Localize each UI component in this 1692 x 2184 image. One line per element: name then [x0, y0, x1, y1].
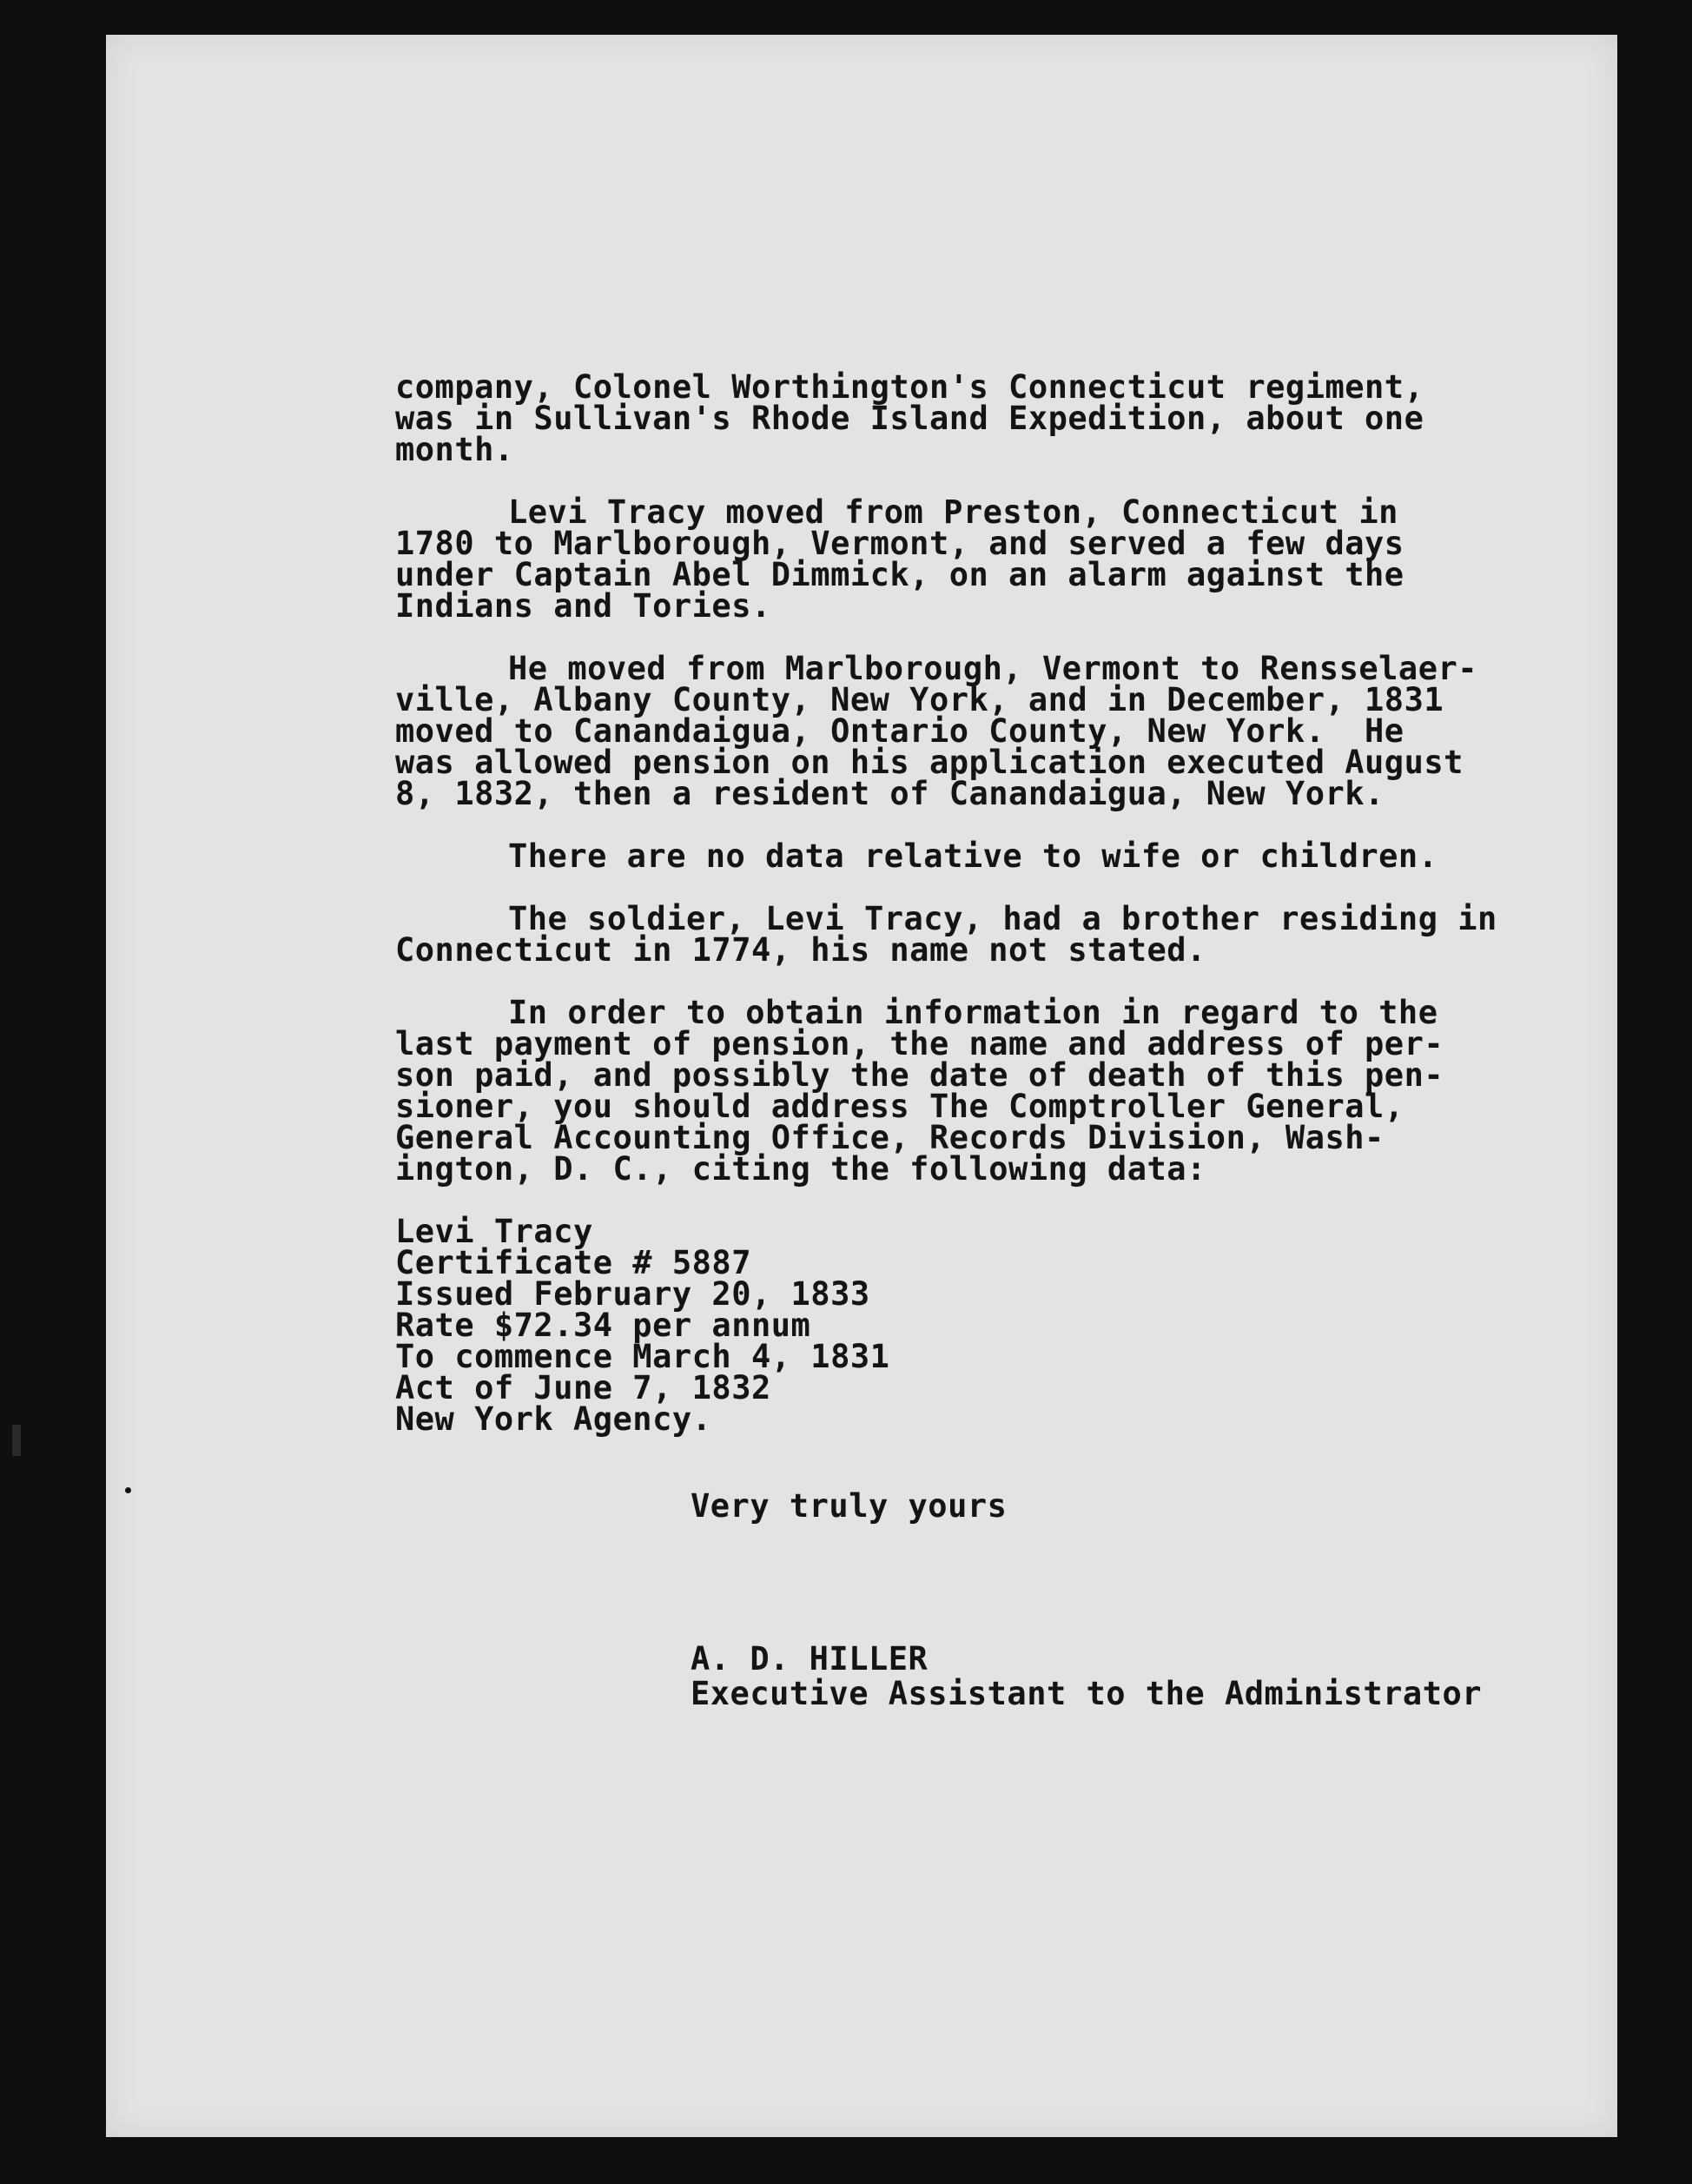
signature-title: Executive Assistant to the Administrator: [691, 1675, 1483, 1712]
body-line: The soldier, Levi Tracy, had a brother residing in: [508, 900, 1497, 937]
closing-line: Very truly yours: [691, 1487, 1008, 1525]
data-line: To commence March 4, 1831: [395, 1338, 890, 1375]
body-line: In order to obtain information in regard to the: [508, 994, 1438, 1031]
letter-body: [395, 368, 1497, 1438]
body-line: company, Colonel Worthington's Connecticut regiment,: [395, 368, 1424, 406]
body-line: sioner, you should address The Comptroller General,: [395, 1088, 1404, 1125]
body-line: Levi Tracy moved from Preston, Connecticut in: [508, 493, 1398, 531]
data-line: Certificate # 5887: [395, 1244, 751, 1281]
data-line: Levi Tracy: [395, 1213, 593, 1250]
scan-edge-mark: [12, 1425, 21, 1456]
body-line: There are no data relative to wife or children.: [508, 837, 1438, 875]
body-line: ville, Albany County, New York, and in December, 1831: [395, 681, 1444, 718]
body-line: last payment of pension, the name and address of per-: [395, 1025, 1444, 1062]
body-line: Connecticut in 1774, his name not stated.: [395, 931, 1206, 969]
data-line: Rate $72.34 per annum: [395, 1307, 811, 1344]
body-line: moved to Canandaigua, Ontario County, New York. He: [395, 712, 1404, 750]
body-line: under Captain Abel Dimmick, on an alarm against the: [395, 556, 1404, 593]
body-line: was allowed pension on his application executed August: [395, 744, 1464, 781]
body-line: General Accounting Office, Records Division, Wash-: [395, 1119, 1385, 1156]
body-line: 1780 to Marlborough, Vermont, and served a few days: [395, 525, 1404, 562]
body-line: son paid, and possibly the date of death of this pen-: [395, 1056, 1444, 1094]
body-line: Indians and Tories.: [395, 587, 771, 625]
data-line: Issued February 20, 1833: [395, 1275, 870, 1313]
body-line: was in Sullivan's Rhode Island Expedition, about one: [395, 400, 1424, 437]
body-line: month.: [395, 431, 514, 468]
signature-name: A. D. HILLER: [691, 1640, 929, 1678]
signature-block: [691, 1642, 1482, 1711]
body-line: He moved from Marlborough, Vermont to Rensselaer-: [508, 650, 1478, 687]
data-line: New York Agency.: [395, 1400, 712, 1438]
data-line: Act of June 7, 1832: [395, 1369, 771, 1406]
ink-speck: [125, 1487, 131, 1493]
body-line: ington, D. C., citing the following data:: [395, 1150, 1206, 1188]
body-line: 8, 1832, then a resident of Canandaigua, New York.: [395, 775, 1385, 812]
